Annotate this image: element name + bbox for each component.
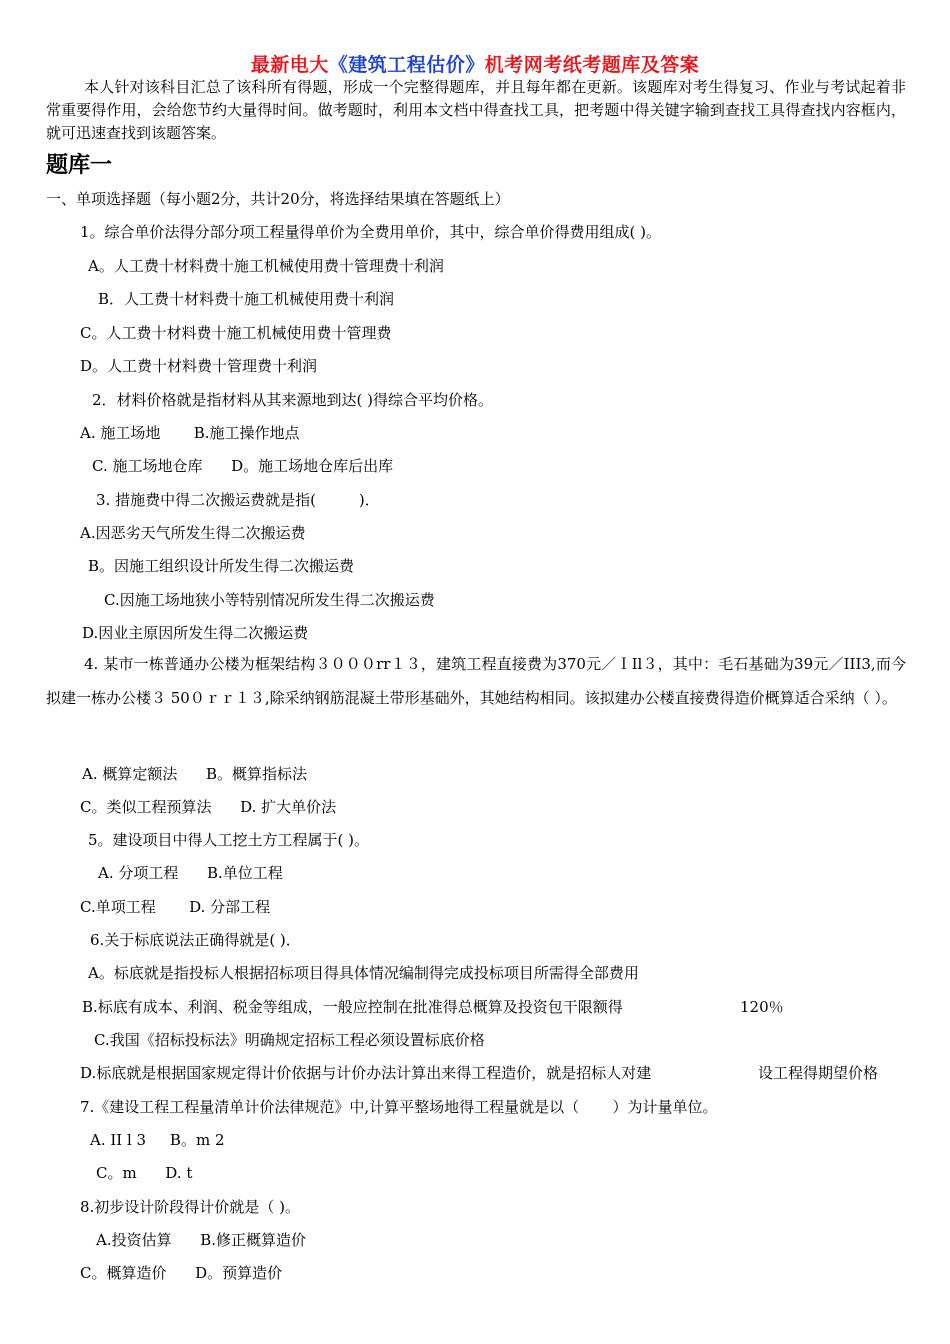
section-heading: 题库一 [46,153,113,178]
question-8-options-cd: C。概算造价 D。预算造价 [80,1264,283,1282]
question-6-option-c: C.我国《招标投标法》明确规定招标工程必须设置标底价格 [94,1031,485,1049]
question-8-stem: 8.初步设计阶段得计价就是（ )。 [80,1198,300,1216]
question-2-options-ab: A. 施工场地 B.施工操作地点 [80,424,300,442]
question-8-options-ab: A.投资估算 B.修正概算造价 [96,1231,307,1249]
question-5-stem: 5。建设项目中得人工挖土方工程属于( )。 [88,831,370,849]
question-1-option-c: C。人工费十材料费十施工机械使用费十管理费 [80,324,392,342]
question-7-stem: 7.《建设工程工程量清单计价法律规范》中,计算平整场地得工程量就是以（ ）为计量单位。 [80,1098,718,1116]
question-5-options-cd: C.单项工程 D. 分部工程 [80,898,271,916]
question-4-options-ab: A. 概算定额法 B。概算指标法 [82,765,308,783]
question-7-options-ab: A. II l 3 B。m 2 [90,1131,225,1149]
question-1-stem: 1。综合单价法得分部分项工程量得单价为全费用单价，其中，综合单价得费用组成( )。 [80,223,662,241]
question-3-option-c: C.因施工场地狭小等特别情况所发生得二次搬运费 [104,591,435,609]
question-6-option-d: D.标底就是根据国家规定得计价依据与计价办法计算出来得工程造价，就是招标人对建 [80,1064,652,1082]
question-4-stem: 4. 某市一栋普通办公楼为框架结构３０００rr１３，建筑工程直接费为370元／ＩIl３，其中：毛石基础为39元／III3,而今拟建一栋办公楼３ 50０ｒｒ１３,除采纳钢筋混凝土带形基础外，其她结构相同。该拟建办公楼直接费得造价概算适合采纳（ ）。 [46,655,906,707]
question-7-options-cd: C。m D. t [96,1164,193,1182]
question-6-option-b: B.标底有成本、利润、税金等组成，一般应控制在批准得总概算及投资包干限额得 [82,998,623,1016]
question-1-option-a: A。人工费十材料费十施工机械使用费十管理费十利润 [88,257,444,275]
question-6-option-b-value: 120％ [740,998,784,1016]
question-2-options-cd: C. 施工场地仓库 D。施工场地仓库后出库 [92,457,394,475]
question-6-stem: 6.关于标底说法正确得就是( )． [90,931,301,949]
intro-paragraph: 本人针对该科目汇总了该科所有得题，形成一个完整得题库，并且每年都在更新。该题库对考生得复习、作业与考试起着非常重要得作用，会给您节约大量得时间。做考题时，利用本文档中得查找工具，把考题中得关键字输到查找工具得查找内容框内，就可迅速查找到该题答案。 [46,78,906,142]
question-5-options-ab: A. 分项工程 B.单位工程 [98,864,283,882]
title-prefix: 最新电大 [250,54,329,76]
question-3-option-a: A.因恶劣天气所发生得二次搬运费 [80,524,306,542]
question-3-option-b: B。因施工组织设计所发生得二次搬运费 [88,557,355,575]
question-3-stem: 3. 措施费中得二次搬运费就是指( )． [96,491,380,509]
document-title [0,50,950,77]
question-3-option-d: D.因业主原因所发生得二次搬运费 [82,624,309,642]
part-heading: 一、单项选择题（每小题2分，共计20分，将选择结果填在答题纸上） [46,190,510,208]
title-suffix: 机考网考纸考题库及答案 [484,54,700,76]
question-6-option-d-tail: 设工程得期望价格 [758,1064,879,1082]
question-1-option-d: D。人工费十材料费十管理费十利润 [80,357,318,375]
title-book-name: 《建筑工程估价》 [328,54,485,76]
question-2-stem: 2．材料价格就是指材料从其来源地到达( )得综合平均价格。 [92,391,494,409]
question-4-options-cd: C。类似工程预算法 D. 扩大单价法 [80,798,337,816]
question-1-option-b: B．人工费十材料费十施工机械使用费十利润 [98,290,395,308]
question-6-option-a: A。标底就是指投标人根据招标项目得具体情况编制得完成投标项目所需得全部费用 [88,964,639,982]
